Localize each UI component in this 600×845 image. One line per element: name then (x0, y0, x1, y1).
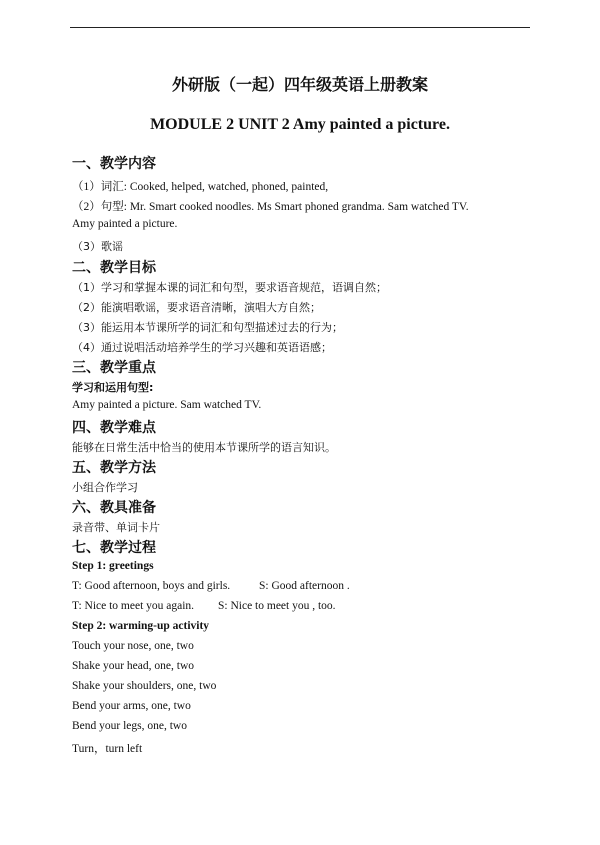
heading-key-points: 三、教学重点 (72, 360, 156, 376)
dialog-teacher-1: T: Good afternoon, boys and girls. (72, 580, 231, 592)
top-rule (70, 27, 530, 28)
content-sentence-patterns: （2）句型: Mr. Smart cooked noodles. Ms Smart phoned grandma. Sam watched TV. (72, 201, 469, 213)
heading-teaching-goals: 二、教学目标 (72, 260, 156, 276)
goal-4: （4）通过说唱活动培养学生的学习兴趣和英语语感； (72, 341, 332, 354)
content-vocabulary: （1）词汇: Cooked, helped, watched, phoned, painted, (72, 181, 329, 193)
warmup-line-2: Shake your head, one, two (72, 660, 194, 672)
step-2-heading: Step 2: warming-up activity (72, 620, 210, 632)
content-chant: （3）歌谣 (72, 240, 123, 253)
warmup-line-1: Touch your nose, one, two (72, 640, 194, 652)
goal-2: （2）能演唱歌谣，要求语音清晰，演唱大方自然； (72, 301, 321, 314)
goal-3: （3）能运用本节课所学的词汇和句型描述过去的行为； (72, 321, 343, 334)
heading-teaching-aids: 六、教具准备 (72, 500, 156, 516)
document-subtitle: MODULE 2 UNIT 2 Amy painted a picture. (150, 116, 450, 133)
dialog-student-2: S: Nice to meet you , too. (218, 600, 336, 612)
key-points-sentences: Amy painted a picture. Sam watched TV. (72, 399, 262, 411)
document-title: 外研版（一起）四年级英语上册教案 (171, 75, 428, 94)
heading-teaching-content: 一、教学内容 (72, 156, 156, 172)
warmup-line-6: Turn，turn left (72, 743, 143, 755)
warmup-line-4: Bend your arms, one, two (72, 700, 191, 712)
warmup-line-3: Shake your shoulders, one, two (72, 680, 217, 692)
heading-difficult-points: 四、教学难点 (72, 420, 156, 436)
heading-teaching-process: 七、教学过程 (72, 540, 156, 556)
heading-teaching-methods: 五、教学方法 (72, 460, 156, 476)
difficult-points-text: 能够在日常生活中恰当的使用本节课所学的语言知识。 (72, 441, 336, 454)
warmup-line-5: Bend your legs, one, two (72, 720, 187, 732)
teaching-methods-text: 小组合作学习 (72, 481, 138, 494)
key-points-label: 学习和运用句型: (72, 381, 154, 394)
content-sentence-continued: Amy painted a picture. (72, 218, 178, 230)
step-1-heading: Step 1: greetings (72, 560, 154, 572)
dialog-teacher-2: T: Nice to meet you again. (72, 600, 195, 612)
goal-1: （1）学习和掌握本课的词汇和句型，要求语音规范，语调自然； (72, 281, 387, 294)
teaching-aids-text: 录音带、单词卡片 (72, 521, 160, 534)
dialog-student-1: S: Good afternoon . (259, 580, 350, 592)
